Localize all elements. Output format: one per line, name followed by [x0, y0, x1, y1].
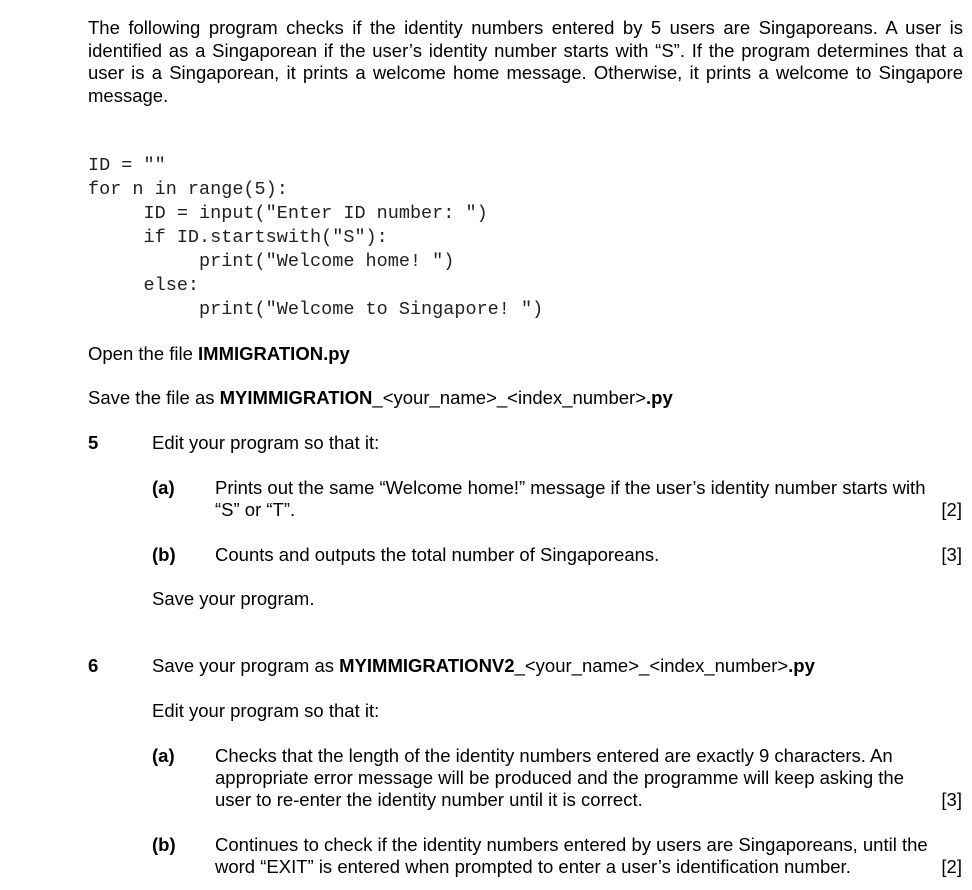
save-file-prefix: Save the file as [88, 387, 220, 408]
save-file-instruction [88, 387, 673, 409]
question-6b-marks: [2] [941, 856, 962, 877]
question-5a-line1: Prints out the same “Welcome home!” message if the user’s identity number starts with [215, 477, 926, 498]
question-6-instruction: Edit your program so that it: [152, 700, 380, 721]
question-5b-text: Counts and outputs the total number of Singaporeans. [215, 544, 660, 565]
question-6-name-plain: _<your_name>_<index_number> [514, 655, 789, 676]
question-5-instruction: Edit your program so that it: [152, 432, 380, 453]
question-5-save: Save your program. [152, 588, 315, 609]
question-5a-line2: “S” or “T”. [215, 499, 296, 520]
question-6a-line2: appropriate error message will be produced and the programme will keep asking the [215, 767, 904, 788]
code-listing: ID = "" for n in range(5): ID = input("Enter ID number: ") if ID.startswith("S"): print("Welcome home! ") else: print("Welcome to Singapore! ") [88, 155, 544, 320]
question-5b-label: (b) [152, 544, 176, 565]
question-6-save-prefix: Save your program as [152, 655, 340, 676]
question-6b-line1: Continues to check if the identity numbers entered by users are Singaporeans, until the [215, 834, 928, 855]
question-6a-marks: [3] [941, 789, 962, 810]
question-6b-label: (b) [152, 834, 176, 855]
question-6-save-instruction [152, 655, 815, 677]
question-6b-line2: word “EXIT” is entered when prompted to enter a user’s identification number. [215, 856, 851, 877]
question-6-name-bold: MYIMMIGRATIONV2 [339, 655, 515, 676]
save-file-name-bold: MYIMMIGRATION [219, 387, 373, 408]
intro-paragraph: The following program checks if the identity numbers entered by 5 users are Singaporeans. A user is identified as a Singaporean if the user’s identity number starts with “S”. If the program determines that a user is a Singaporean, it prints a welcome home message. Otherwise, it prints a welcome to Singapore message. [88, 17, 963, 106]
question-6-number: 6 [88, 655, 99, 676]
save-file-ext: .py [646, 387, 673, 408]
question-5-number: 5 [88, 432, 99, 453]
question-6a-label: (a) [152, 745, 175, 766]
question-6a-line3: user to re-enter the identity number until it is correct. [215, 789, 643, 810]
question-6-ext: .py [788, 655, 815, 676]
open-file-prefix: Open the file [88, 343, 199, 364]
question-5a-label: (a) [152, 477, 175, 498]
open-file-filename: IMMIGRATION.py [198, 343, 350, 364]
save-file-name-plain: _<your_name>_<index_number> [372, 387, 647, 408]
question-6a-line1: Checks that the length of the identity numbers entered are exactly 9 characters. An [215, 745, 893, 766]
question-5b-marks: [3] [941, 544, 962, 565]
question-5a-marks: [2] [941, 499, 962, 520]
open-file-instruction [88, 343, 350, 365]
